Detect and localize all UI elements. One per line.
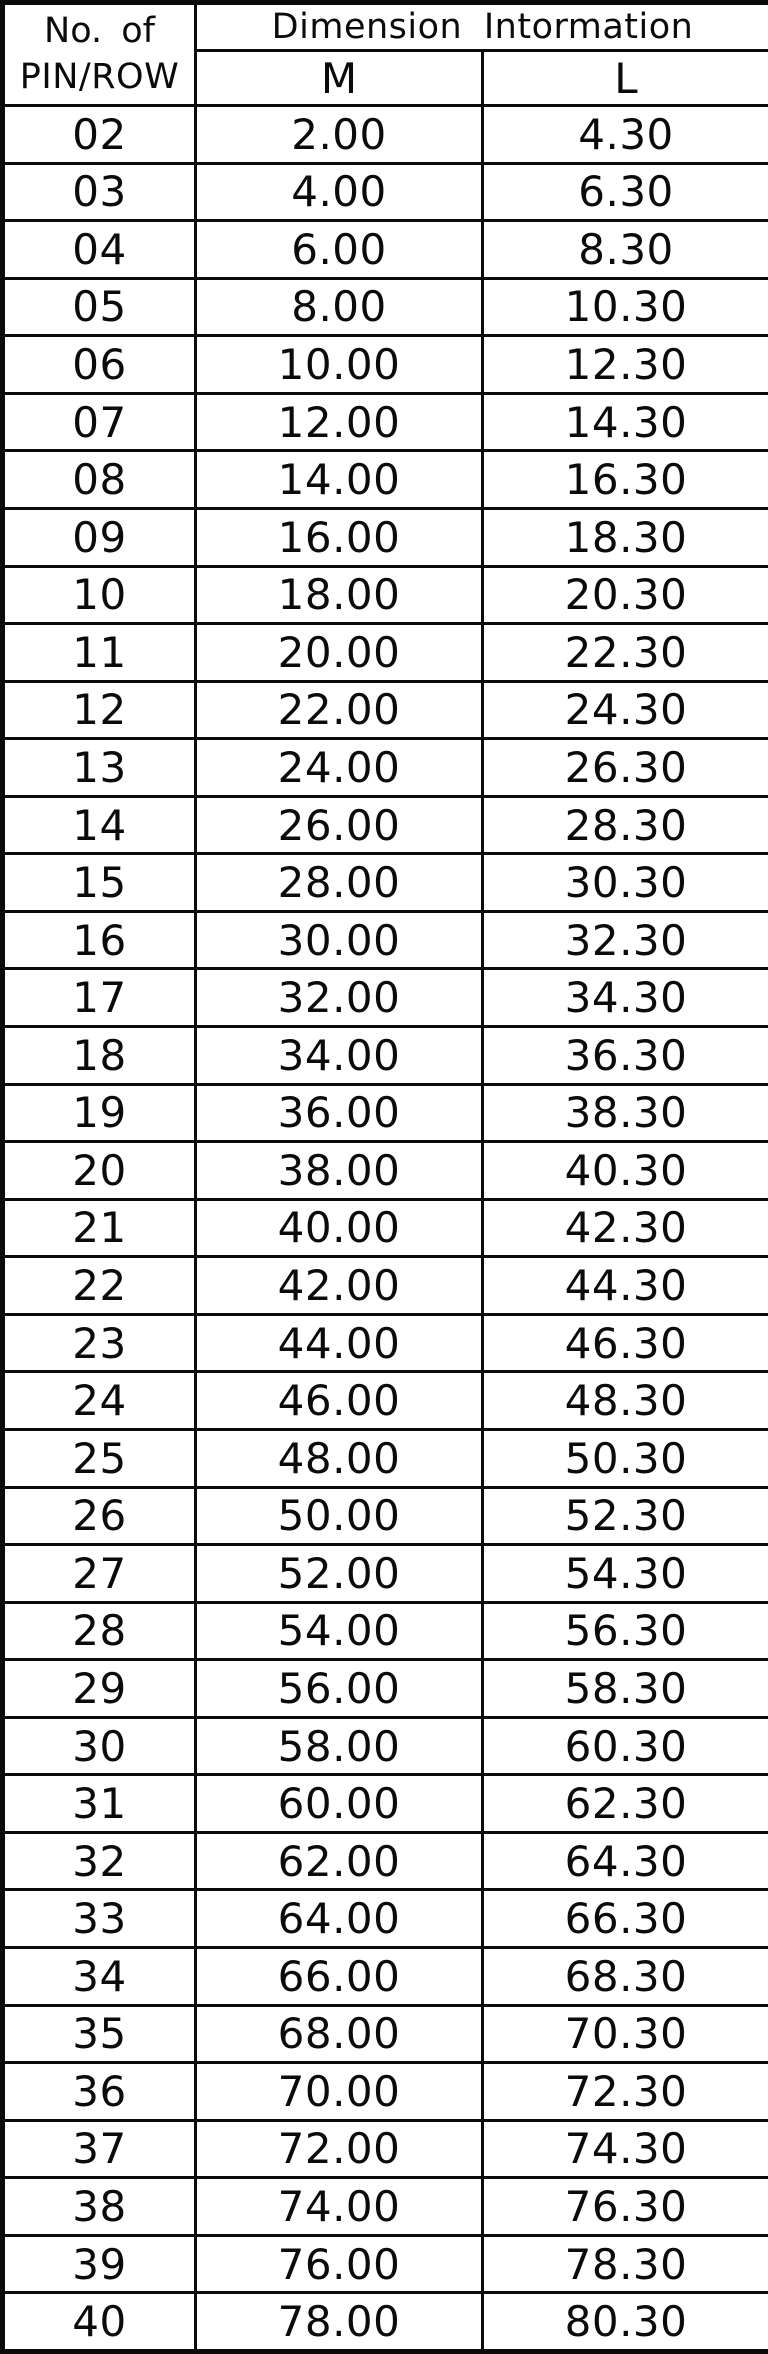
dimension-m-cell: 8.00 [196,278,483,336]
dimension-m-cell: 28.00 [196,854,483,912]
dimension-l-cell: 40.30 [483,1142,768,1200]
dimension-m-cell: 72.00 [196,2120,483,2178]
pin-count-cell: 37 [3,2120,196,2178]
dimension-m-cell: 42.00 [196,1257,483,1315]
table-row [3,566,768,624]
dimension-m-cell: 32.00 [196,969,483,1027]
pin-count-cell: 16 [3,911,196,969]
pin-count-cell: 15 [3,854,196,912]
dimension-l-cell: 72.30 [483,2063,768,2121]
table-row [3,278,768,336]
dimension-l-cell: 28.30 [483,796,768,854]
table-row [3,1775,768,1833]
dimension-m-cell: 20.00 [196,624,483,682]
pin-count-cell: 32 [3,1832,196,1890]
dimension-m-cell: 12.00 [196,393,483,451]
pin-count-cell: 11 [3,624,196,682]
pin-count-cell: 14 [3,796,196,854]
table-row [3,336,768,394]
dimension-m-cell: 56.00 [196,1660,483,1718]
pin-count-cell: 24 [3,1372,196,1430]
dimension-m-cell: 74.00 [196,2178,483,2236]
dimension-l-cell: 56.30 [483,1602,768,1660]
dimension-l-cell: 46.30 [483,1314,768,1372]
pin-row-header [3,3,196,106]
table-row [3,739,768,797]
dimension-m-cell: 6.00 [196,221,483,279]
pin-header-line2: PIN/ROW [19,56,180,97]
dimension-m-cell: 64.00 [196,1890,483,1948]
pin-header-line1: No. of [44,11,155,51]
dimension-l-cell: 30.30 [483,854,768,912]
pin-count-cell: 34 [3,1948,196,2006]
dimension-m-cell: 68.00 [196,2005,483,2063]
dimension-information-header: Dimension Intormation [196,3,768,51]
dimension-l-cell: 70.30 [483,2005,768,2063]
dimension-m-cell: 44.00 [196,1314,483,1372]
table-row [3,1602,768,1660]
dimension-l-cell: 68.30 [483,1948,768,2006]
dimension-m-cell: 48.00 [196,1429,483,1487]
dimension-m-cell: 10.00 [196,336,483,394]
dimension-m-cell: 70.00 [196,2063,483,2121]
table-row [3,1487,768,1545]
table-header [3,3,768,106]
dimension-l-cell: 14.30 [483,393,768,451]
pin-count-cell: 39 [3,2235,196,2293]
dimension-m-cell: 58.00 [196,1717,483,1775]
table-body [3,106,768,2352]
table-row [3,1890,768,1948]
table-row [3,1660,768,1718]
pin-count-cell: 38 [3,2178,196,2236]
table-row [3,2120,768,2178]
dimension-m-cell: 40.00 [196,1199,483,1257]
pin-count-cell: 40 [3,2293,196,2352]
column-header-m: M [196,51,483,106]
dimension-l-cell: 80.30 [483,2293,768,2352]
pin-count-cell: 26 [3,1487,196,1545]
pin-count-cell: 12 [3,681,196,739]
pin-count-cell: 22 [3,1257,196,1315]
table-row [3,1832,768,1890]
table-row [3,2063,768,2121]
pin-count-cell: 27 [3,1545,196,1603]
pin-count-cell: 18 [3,1027,196,1085]
dimension-l-cell: 12.30 [483,336,768,394]
dimension-l-cell: 60.30 [483,1717,768,1775]
dimension-l-cell: 20.30 [483,566,768,624]
dimension-m-cell: 24.00 [196,739,483,797]
dimension-l-cell: 48.30 [483,1372,768,1430]
dimension-m-cell: 54.00 [196,1602,483,1660]
dimension-l-cell: 74.30 [483,2120,768,2178]
pin-count-cell: 35 [3,2005,196,2063]
dimension-l-cell: 38.30 [483,1084,768,1142]
dimension-l-cell: 34.30 [483,969,768,1027]
dimension-m-cell: 50.00 [196,1487,483,1545]
dimension-l-cell: 26.30 [483,739,768,797]
pin-count-cell: 02 [3,106,196,164]
dimension-m-cell: 38.00 [196,1142,483,1200]
dimension-l-cell: 42.30 [483,1199,768,1257]
dimension-l-cell: 4.30 [483,106,768,164]
dimension-m-cell: 62.00 [196,1832,483,1890]
table-row [3,221,768,279]
dimension-l-cell: 44.30 [483,1257,768,1315]
dimension-m-cell: 26.00 [196,796,483,854]
table-row [3,106,768,164]
dimension-l-cell: 78.30 [483,2235,768,2293]
header-row-top [3,3,768,51]
dimension-m-cell: 18.00 [196,566,483,624]
table-row [3,393,768,451]
pin-count-cell: 04 [3,221,196,279]
dimension-m-cell: 60.00 [196,1775,483,1833]
table-row [3,451,768,509]
table-row [3,2005,768,2063]
dimension-m-cell: 78.00 [196,2293,483,2352]
dimension-m-cell: 34.00 [196,1027,483,1085]
dimension-l-cell: 76.30 [483,2178,768,2236]
table-row [3,1257,768,1315]
pin-count-cell: 13 [3,739,196,797]
pin-count-cell: 07 [3,393,196,451]
table-row [3,1199,768,1257]
table-row [3,1372,768,1430]
pin-count-cell: 36 [3,2063,196,2121]
dimension-l-cell: 8.30 [483,221,768,279]
table-row [3,1314,768,1372]
pin-count-cell: 05 [3,278,196,336]
dimension-m-cell: 22.00 [196,681,483,739]
dimension-l-cell: 24.30 [483,681,768,739]
pin-count-cell: 20 [3,1142,196,1200]
dimension-m-cell: 2.00 [196,106,483,164]
table-row [3,796,768,854]
table-row [3,1084,768,1142]
table-row [3,681,768,739]
dimension-m-cell: 46.00 [196,1372,483,1430]
pin-count-cell: 17 [3,969,196,1027]
pin-count-cell: 30 [3,1717,196,1775]
dimension-l-cell: 64.30 [483,1832,768,1890]
pin-count-cell: 09 [3,508,196,566]
table-row [3,1027,768,1085]
pin-count-cell: 08 [3,451,196,509]
dimension-l-cell: 54.30 [483,1545,768,1603]
table-row [3,2178,768,2236]
table-row [3,1545,768,1603]
dimension-l-cell: 62.30 [483,1775,768,1833]
pin-count-cell: 33 [3,1890,196,1948]
table-row [3,1429,768,1487]
dimension-l-cell: 50.30 [483,1429,768,1487]
pin-count-cell: 23 [3,1314,196,1372]
dimension-l-cell: 32.30 [483,911,768,969]
pin-count-cell: 25 [3,1429,196,1487]
dimension-l-cell: 52.30 [483,1487,768,1545]
pin-count-cell: 19 [3,1084,196,1142]
dimension-m-cell: 14.00 [196,451,483,509]
table-row [3,1717,768,1775]
pin-count-cell: 28 [3,1602,196,1660]
dimension-m-cell: 36.00 [196,1084,483,1142]
dimension-l-cell: 36.30 [483,1027,768,1085]
pin-count-cell: 29 [3,1660,196,1718]
table-row [3,163,768,221]
table-row [3,2235,768,2293]
table-row [3,2293,768,2352]
dimension-l-cell: 22.30 [483,624,768,682]
pin-count-cell: 10 [3,566,196,624]
dimension-l-cell: 58.30 [483,1660,768,1718]
table-row [3,624,768,682]
dimension-m-cell: 52.00 [196,1545,483,1603]
dimension-m-cell: 4.00 [196,163,483,221]
column-header-l: L [483,51,768,106]
table-row [3,854,768,912]
pin-count-cell: 03 [3,163,196,221]
dimension-m-cell: 16.00 [196,508,483,566]
dimension-l-cell: 66.30 [483,1890,768,1948]
dimension-l-cell: 6.30 [483,163,768,221]
table-row [3,508,768,566]
dimension-m-cell: 66.00 [196,1948,483,2006]
dimension-l-cell: 10.30 [483,278,768,336]
pin-count-cell: 21 [3,1199,196,1257]
dimension-l-cell: 18.30 [483,508,768,566]
dimension-l-cell: 16.30 [483,451,768,509]
table-row [3,911,768,969]
dimension-m-cell: 76.00 [196,2235,483,2293]
table-row [3,1948,768,2006]
pin-count-cell: 06 [3,336,196,394]
table-row [3,969,768,1027]
pin-count-cell: 31 [3,1775,196,1833]
table-row [3,1142,768,1200]
dimension-m-cell: 30.00 [196,911,483,969]
